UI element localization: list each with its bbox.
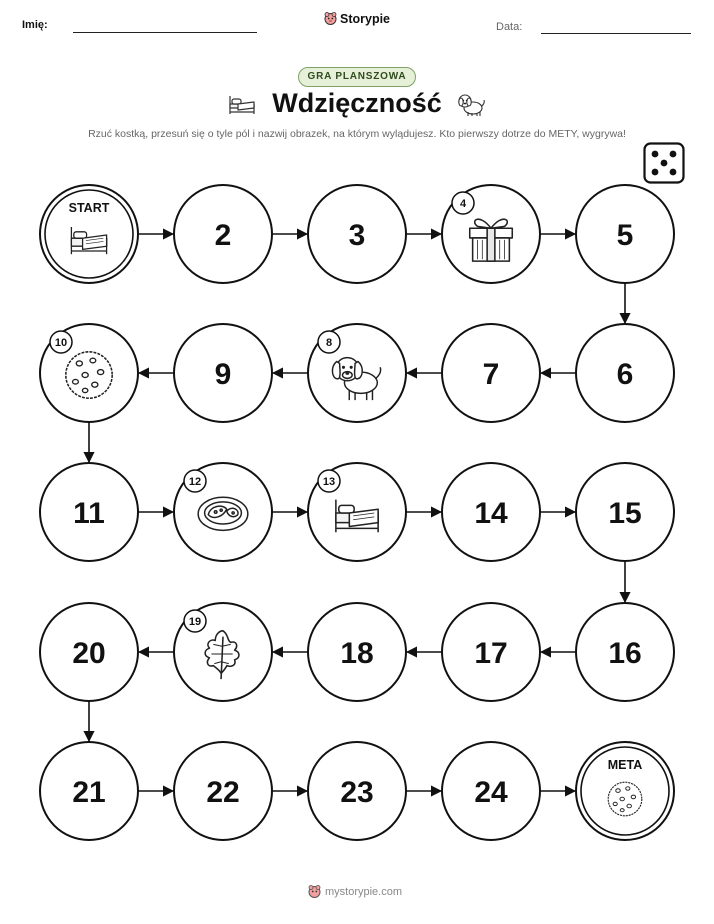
- board-space-20[interactable]: [40, 603, 138, 701]
- space-number: 24: [474, 776, 508, 809]
- space-number: 19: [188, 616, 202, 628]
- page-title: Wdzięczność: [272, 88, 442, 118]
- space-circle: [40, 185, 138, 283]
- space-number: 7: [482, 358, 500, 391]
- board-space-23[interactable]: [308, 742, 406, 840]
- space-number: 21: [72, 776, 106, 809]
- date-label: Data:: [496, 21, 523, 33]
- board-space-13[interactable]: [308, 463, 406, 561]
- board-space-5[interactable]: [576, 185, 674, 283]
- space-number: 18: [340, 637, 374, 670]
- category-badge: GRA PLANSZOWA: [298, 67, 416, 87]
- space-number: 15: [608, 497, 642, 530]
- plate-icon: [198, 497, 248, 530]
- footer-url[interactable]: mystorypie.com: [325, 886, 403, 898]
- space-number: 12: [188, 476, 202, 488]
- board-space-12[interactable]: [174, 463, 272, 561]
- board-space-4[interactable]: [442, 185, 540, 283]
- board-space-9[interactable]: [174, 324, 272, 422]
- space-number: 10: [54, 337, 68, 349]
- board-space-18[interactable]: [308, 603, 406, 701]
- footer-brand: [308, 885, 402, 899]
- space-number: 8: [325, 337, 333, 349]
- board-space-14[interactable]: [442, 463, 540, 561]
- instructions: Rzuć kostką, przesuń się o tyle pól i nazwij obrazek, na którym wylądujesz. Kto pierwszy dotrze do METY, wygrywa!: [88, 128, 626, 140]
- space-number: 6: [616, 358, 634, 391]
- space-number: 22: [206, 776, 240, 809]
- finish-label: META: [607, 758, 643, 772]
- board-space-15[interactable]: [576, 463, 674, 561]
- space-number: 20: [72, 637, 106, 670]
- name-label: Imię:: [22, 19, 48, 31]
- board-space-16[interactable]: [576, 603, 674, 701]
- space-number: 4: [459, 198, 467, 210]
- cookie-icon: [66, 352, 112, 398]
- space-number: 11: [73, 497, 105, 530]
- board-space-6[interactable]: [576, 324, 674, 422]
- board-space-2[interactable]: [174, 185, 272, 283]
- board-space-11[interactable]: [40, 463, 138, 561]
- board-space-3[interactable]: [308, 185, 406, 283]
- space-number: 13: [322, 476, 336, 488]
- space-number: 16: [608, 637, 642, 670]
- board-space-1[interactable]: [40, 185, 138, 283]
- space-number: 23: [340, 776, 374, 809]
- board-space-24[interactable]: [442, 742, 540, 840]
- storypie-logo-icon: [308, 885, 321, 899]
- cookie-icon: [608, 782, 642, 816]
- board-space-8[interactable]: [308, 324, 406, 422]
- space-number: 3: [348, 219, 366, 252]
- board-space-22[interactable]: [174, 742, 272, 840]
- board-space-25[interactable]: [576, 742, 674, 840]
- space-number: 2: [214, 219, 232, 252]
- board-space-19[interactable]: [174, 603, 272, 701]
- space-number: 14: [474, 497, 508, 530]
- space-number: 5: [616, 219, 634, 252]
- space-number: 9: [214, 358, 232, 391]
- board-space-17[interactable]: [442, 603, 540, 701]
- space-number: 17: [474, 637, 508, 670]
- board-space-7[interactable]: [442, 324, 540, 422]
- brand-name: Storypie: [340, 12, 391, 26]
- board-space-21[interactable]: [40, 742, 138, 840]
- start-label: START: [68, 201, 110, 215]
- board-space-10[interactable]: [40, 324, 138, 422]
